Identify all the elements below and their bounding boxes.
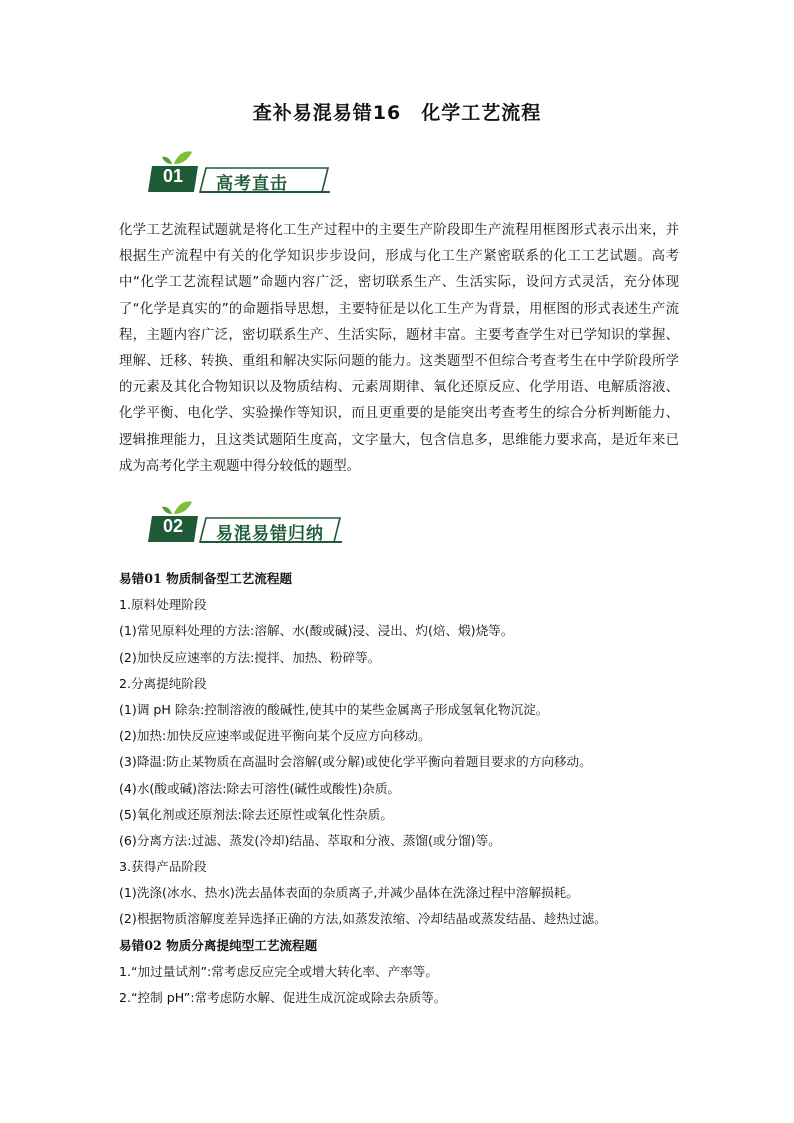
list-item: 1.原料处理阶段 (119, 597, 207, 613)
list-item: (1)调 pH 除杂:控制溶液的酸碱性,使其中的某些金属离子形成氢氧化物沉淀。 (119, 701, 549, 717)
list-item: 2.“控制 pH”:常考虑防水解、促进生成沉淀或除去杂质等。 (119, 990, 447, 1005)
intro-text: 化学工艺流程试题就是将化工生产过程中的主要生产阶段即生产流程用框图形式表示出来，并根据生产流程中有关的化学知识步步设问，形成与化工生产紧密联系的化工工艺试题。高考中“化学工艺流程试题”命题内容广泛，密切联系生产、生活实际，设问方式灵活，充分体现了“化学是真实的”的命题指导思想，主要特征是以化工生产为背景，用框图的形式表述生产流程，主题内容广泛，密切联系生产、生活实际，题材丰富。主要考查学生对已学知识的掌握、理解、迁移、转换、重组和解决实际问题的能力。这类题型不但综合考查考生在中学阶段所学的元素及其化合物知识以及物质结构、元素周期律、氧化还原反应、化学用语、电解质溶液、化学平衡、电化学、实验操作等知识，而且更重要的是能突出考查考生的综合分析判断能力、逻辑推理能力，且这类试题陌生度高，文字量大，包含信息多，思维能力要求高，是近年来已成为高考化学主观题中得分较低的题型。 (119, 223, 679, 474)
section-number: 02 (162, 516, 184, 536)
list-item: (2)加热:加快反应速率或促进平衡向某个反应方向移动。 (119, 728, 431, 744)
list-item: (4)水(酸或碱)溶法:除去可溶性(碱性或酸性)杂质。 (119, 780, 401, 796)
list-item: (1)常见原料处理的方法:溶解、水(酸或碱)浸、浸出、灼(焙、煅)烧等。 (119, 623, 514, 639)
list-item: 3.获得产品阶段 (119, 859, 207, 875)
content-list (119, 566, 679, 1011)
section-header-01 (148, 150, 338, 194)
section-header-02 (148, 500, 348, 544)
list-item: (2)加快反应速率的方法:搅拌、加热、粉碎等。 (119, 649, 381, 665)
list-item: (1)洗涤(冰水、热水)洗去晶体表面的杂质离子,并减少晶体在洗涤过程中溶解损耗。 (119, 885, 579, 901)
page-title: 查补易混易错16 化学工艺流程 (252, 102, 542, 124)
list-item: (3)降温:防止某物质在高温时会溶解(或分解)或使化学平衡向着题目要求的方向移动。 (119, 754, 592, 770)
intro-paragraph (119, 218, 679, 480)
list-item: 2.分离提纯阶段 (119, 675, 207, 691)
section-number: 01 (162, 166, 184, 186)
list-item: 1.“加过量试剂”:常考虑反应完全或增大转化率、产率等。 (119, 963, 438, 979)
subsection-heading: 易错02 物质分离提纯型工艺流程题 (119, 937, 318, 953)
section-label: 易混易错归纳 (216, 524, 324, 544)
leaf-icon (174, 501, 192, 514)
subsection-heading: 易错01 物质制备型工艺流程题 (119, 571, 293, 586)
list-item: (6)分离方法:过滤、蒸发(冷却)结晶、萃取和分液、蒸馏(或分馏)等。 (119, 832, 501, 848)
list-item: (2)根据物质溶解度差异选择正确的方法,如蒸发浓缩、冷却结晶或蒸发结晶、趁热过滤。 (119, 911, 607, 927)
leaf-icon (174, 151, 192, 164)
section-label: 高考直击 (216, 174, 288, 194)
list-item: (5)氧化剂或还原剂法:除去还原性或氧化性杂质。 (119, 806, 393, 822)
